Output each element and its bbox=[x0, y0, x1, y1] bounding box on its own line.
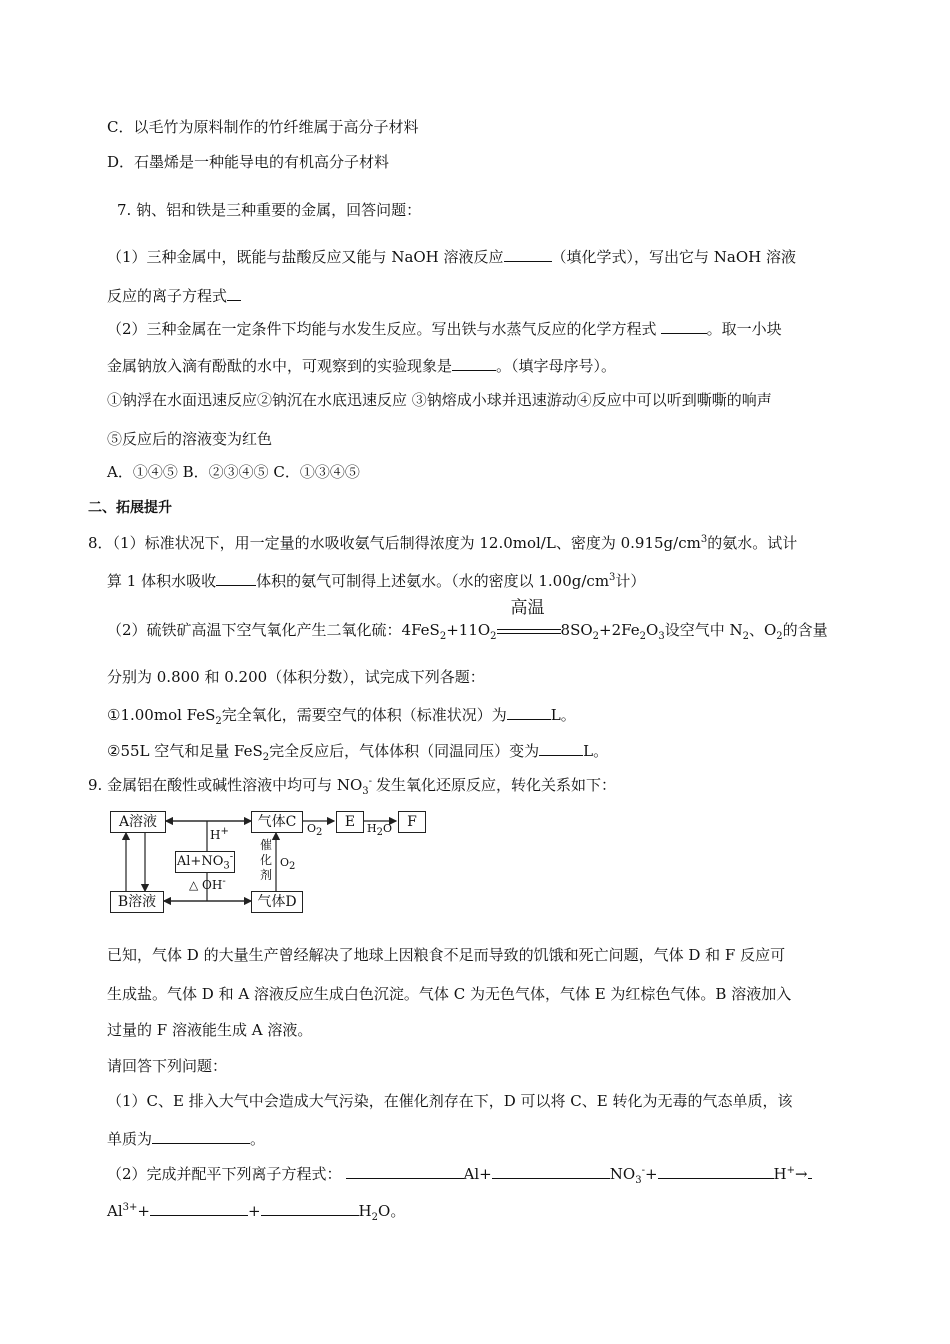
text: NO bbox=[609, 1165, 636, 1183]
subscript: 2 bbox=[262, 752, 270, 763]
answer-blank bbox=[658, 1163, 774, 1179]
superscript: 3 bbox=[609, 572, 616, 583]
label-o2-top: $O_2$ bbox=[307, 822, 323, 839]
superscript: - bbox=[229, 851, 234, 863]
text: （2）完成并配平下列离子方程式： bbox=[107, 1165, 342, 1183]
node-gas-d: 气体D bbox=[251, 891, 303, 913]
q8-part2-line2: 分别为 0.800 和 0.200（体积分数），试完成下列各题： bbox=[107, 668, 485, 686]
text: 8SO bbox=[560, 621, 593, 639]
q9-ask: 请回答下列问题： bbox=[107, 1057, 228, 1075]
answer-blank bbox=[150, 1200, 248, 1216]
answer-blank bbox=[152, 1128, 250, 1144]
subscript: 3 bbox=[658, 631, 665, 642]
text: L。 bbox=[583, 742, 609, 760]
node-a-solution: A溶液 bbox=[110, 811, 166, 833]
text: 。（填字母序号）。 bbox=[496, 357, 617, 375]
text: Al bbox=[107, 1202, 123, 1220]
text: （2）三种金属在一定条件下均能与水发生反应。写出铁与水蒸气反应的化学方程式 bbox=[107, 320, 657, 338]
superscript: - bbox=[641, 1165, 645, 1176]
subscript: 2 bbox=[742, 631, 749, 642]
label-o2-side: $O_2$ bbox=[280, 856, 296, 873]
subscript: 2 bbox=[490, 631, 497, 642]
text: Al+NO bbox=[176, 854, 224, 869]
q7-phenomena-1: ①钠浮在水面迅速反应②钠沉在水底迅速反应 ③钠熔成小球并迅速游动④反应中可以听到嘶嘶的响声 bbox=[107, 391, 772, 409]
subscript: 2 bbox=[639, 631, 646, 642]
text: L。 bbox=[550, 706, 576, 724]
subscript: 2 bbox=[215, 716, 222, 727]
node-gas-c: 气体C bbox=[251, 811, 303, 833]
answer-blank bbox=[492, 1163, 610, 1179]
text: +11O bbox=[446, 621, 491, 639]
text: 。 bbox=[250, 1130, 266, 1148]
q9-part1-line1: （1）C、E 排入大气中会造成大气污染，在催化剂存在下，D 可以将 C、E 转化为无毒的气态单质，该 bbox=[107, 1092, 793, 1110]
answer-blank bbox=[808, 1163, 812, 1179]
label-catalyst: 催 化 剂 bbox=[260, 838, 273, 882]
node-f: F bbox=[398, 811, 426, 833]
subscript: 2 bbox=[371, 1212, 379, 1223]
subscript: 3 bbox=[223, 860, 230, 872]
q6-option-c: C．以毛竹为原料制作的竹纤维属于高分子材料 bbox=[107, 118, 419, 136]
text: + bbox=[644, 1165, 658, 1183]
text: 的含量 bbox=[782, 621, 828, 639]
label-h-plus: H+ bbox=[210, 826, 229, 842]
text: 、O bbox=[748, 621, 777, 639]
text: 8．（1）标准状况下，用一定量的水吸收氨气后制得浓度为 12.0mol/L、密度为 0.915g/cm bbox=[88, 534, 701, 552]
q9-part1-line2 bbox=[107, 1128, 265, 1149]
subscript: 3 bbox=[362, 786, 369, 797]
text: （2）硫铁矿高温下空气氧化产生二氧化硫：4FeS bbox=[107, 621, 440, 639]
q6-option-d: D．石墨烯是一种能导电的有机高分子材料 bbox=[107, 153, 390, 171]
condition-text: 高温 bbox=[510, 598, 545, 618]
q7-choices: A．①④⑤ B．②③④⑤ C．①③④⑤ bbox=[107, 463, 360, 481]
text: O bbox=[646, 621, 659, 639]
text: + bbox=[137, 1202, 150, 1220]
text: 的氨水。试计 bbox=[707, 534, 798, 552]
text: 算 1 体积水吸收 bbox=[107, 572, 217, 590]
superscript: + bbox=[786, 1165, 796, 1176]
subscript: 2 bbox=[592, 631, 600, 642]
section-heading: 二、拓展提升 bbox=[88, 500, 172, 516]
text: +2Fe bbox=[599, 621, 640, 639]
answer-blank bbox=[346, 1163, 464, 1179]
q9-info-1: 已知，气体 D 的大量生产曾经解决了地球上因粮食不足而导致的饥饿和死亡问题，气体 D 和 F 反应可 bbox=[107, 946, 786, 964]
text: H bbox=[358, 1202, 372, 1220]
q9-info-2: 生成盐。气体 D 和 A 溶液反应生成白色沉淀。气体 C 为无色气体，气体 E 为红棕色气体。B 溶液加入 bbox=[107, 985, 792, 1003]
text: 完全反应后，气体体积（同温同压）变为 bbox=[269, 742, 540, 760]
subscript: 2 bbox=[439, 631, 447, 642]
text: H bbox=[773, 1165, 787, 1183]
q9-part2-line1 bbox=[107, 1163, 812, 1184]
superscript: - bbox=[368, 776, 373, 787]
answer-blank bbox=[261, 1200, 359, 1216]
superscript: 3 bbox=[700, 534, 708, 545]
q7-stem: 7. 钠、铝和铁是三种重要的金属，回答问题： bbox=[117, 201, 422, 219]
label-oh-minus: △ OH- bbox=[189, 876, 226, 892]
superscript: 3+ bbox=[122, 1202, 138, 1213]
text: （填化学式），写出它与 NaOH 溶液 bbox=[551, 248, 797, 266]
q9-info-3: 过量的 F 溶液能生成 A 溶液。 bbox=[107, 1021, 313, 1039]
text: 发生氧化还原反应，转化关系如下： bbox=[376, 776, 617, 794]
text: Al+ bbox=[463, 1165, 492, 1183]
text: ②55L 空气和足量 FeS bbox=[107, 742, 263, 760]
text: （1）三种金属中，既能与盐酸反应又能与 NaOH 溶液反应 bbox=[107, 248, 504, 266]
text: 。取一小块 bbox=[706, 320, 782, 338]
text: 完全氧化，需要空气的体积（标准状况）为 bbox=[221, 706, 507, 724]
subscript: 3 bbox=[635, 1175, 642, 1186]
text: 9. 金属铝在酸性或碱性溶液中均可与 NO bbox=[88, 776, 363, 794]
q9-part2-line2 bbox=[107, 1200, 405, 1221]
text: 单质为 bbox=[107, 1130, 153, 1148]
subscript: 2 bbox=[776, 631, 783, 642]
text: + bbox=[247, 1202, 261, 1220]
text: 金属钠放入滴有酚酞的水中，可观察到的实验现象是 bbox=[107, 357, 453, 375]
text: 设空气中 N bbox=[664, 621, 743, 639]
text: → bbox=[795, 1165, 808, 1183]
q7-phenomena-2: ⑤反应后的溶液变为红色 bbox=[107, 430, 273, 448]
text: O。 bbox=[378, 1202, 406, 1220]
text: 计） bbox=[615, 572, 646, 590]
node-b-solution: B溶液 bbox=[110, 891, 164, 913]
text: 反应的离子方程式 bbox=[107, 287, 228, 305]
node-al-no3 bbox=[175, 851, 235, 873]
text: 体积的氨气可制得上述氨水。（水的密度以 1.00g/cm bbox=[256, 572, 610, 590]
text: ①1.00mol FeS bbox=[107, 706, 216, 724]
label-h2o: $H_2O$ bbox=[367, 822, 392, 839]
node-e: E bbox=[336, 811, 364, 833]
